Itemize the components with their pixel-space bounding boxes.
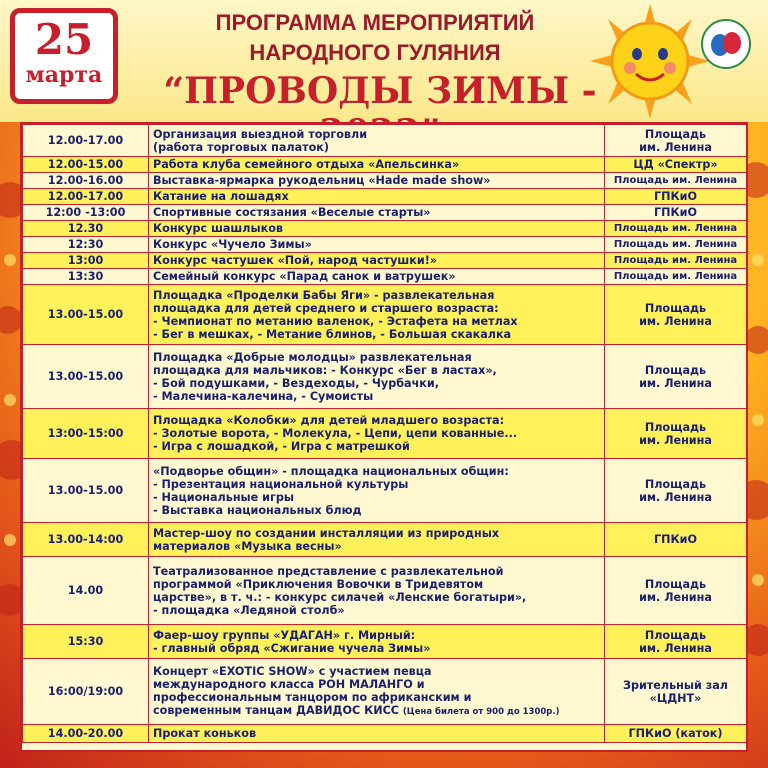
event-location [605, 173, 747, 189]
event-description-line: Конкурс «Чучело Зимы» [153, 238, 312, 251]
event-location [605, 725, 747, 743]
table-row [23, 725, 747, 743]
event-location-line: ГПКиО (каток) [628, 727, 723, 740]
table-row [23, 173, 747, 189]
event-description [149, 285, 605, 345]
event-location-line: им. Ленина [639, 376, 712, 390]
event-description-line: Выставка-ярмарка рукодельниц «Hade made show» [153, 174, 491, 187]
event-location [605, 409, 747, 459]
event-time: 13:00 [23, 253, 149, 269]
event-time: 12.00-17.00 [23, 189, 149, 205]
event-description-line: Конкурс частушек «Пой, народ частушки!» [153, 254, 438, 267]
event-description-line: профессиональным танцором по африканским и [153, 690, 472, 704]
event-location [605, 659, 747, 725]
table-row [23, 409, 747, 459]
event-description-line: материалов «Музыка весны» [153, 539, 342, 553]
event-description-line: программой «Приключения Вовочки в Тридевятом [153, 577, 484, 591]
event-location [605, 237, 747, 253]
event-time: 15:30 [23, 625, 149, 659]
title-line1: ПРОГРАММА МЕРОПРИЯТИЙ [215, 10, 535, 35]
date-badge [10, 8, 118, 104]
event-location [605, 625, 747, 659]
event-description [149, 157, 605, 173]
event-time: 13.00-15.00 [23, 345, 149, 409]
event-description-line: Концерт «EXOTIC SHOW» с участием певца [153, 664, 432, 678]
header [0, 0, 768, 122]
event-time: 12.30 [23, 221, 149, 237]
event-description-line: Конкурс шашлыков [153, 222, 283, 235]
event-location [605, 157, 747, 173]
event-location [605, 557, 747, 625]
event-location-line: им. Ленина [639, 490, 712, 504]
event-location-line: Площадь [644, 363, 707, 377]
event-description-line: - Бой подушками, - Вездеходы, - Чурбачки, [153, 376, 439, 390]
event-location-line: Площадь им. Ленина [613, 175, 738, 186]
event-description [149, 253, 605, 269]
schedule-table [20, 122, 748, 752]
event-location-line: Площадь [644, 420, 707, 434]
event-location [605, 205, 747, 221]
table-row [23, 285, 747, 345]
event-location [605, 285, 747, 345]
event-description-line: - Чемпионат по метанию валенок, - Эстафета на метлах [153, 314, 518, 328]
event-description [149, 725, 605, 743]
event-time: 13.00-14:00 [23, 523, 149, 557]
event-location-line: им. Ленина [639, 140, 712, 154]
event-description-line: «Подворье общин» - площадка национальных общин: [153, 464, 509, 478]
event-time: 14.00 [23, 557, 149, 625]
event-description-line: Площадка «Колобки» для детей младшего возраста: [153, 414, 505, 427]
event-description-line: - площадка «Ледяной столб» [153, 603, 345, 617]
table-row [23, 659, 747, 725]
event-location-line: ГПКиО [654, 533, 697, 546]
date-day: 25 [34, 15, 94, 64]
event-description-line: - Игра с лошадкой, - Игра с матрешкой [153, 440, 410, 453]
event-location-line: Площадь [644, 577, 707, 591]
event-description-line: - Бег в мешках, - Метание блинов, - Большая скакалка [153, 327, 512, 341]
date-month: марта [25, 62, 103, 88]
event-description-line: - Малечина-калечина, - Сумоисты [153, 389, 374, 403]
event-time: 12.00-17.00 [23, 125, 149, 157]
event-description [149, 345, 605, 409]
event-description-line: Площадка «Добрые молодцы» развлекательная [153, 350, 472, 364]
event-description-line: площадка для мальчиков: - Конкурс «Бег в ластах», [153, 363, 497, 377]
event-location [605, 269, 747, 285]
event-description-line: Фаер-шоу группы «УДАГАН» г. Мирный: [153, 628, 416, 642]
event-description-line: Семейный конкурс «Парад санок и ватрушек» [153, 270, 456, 283]
event-location-line: Площадь им. Ленина [613, 223, 738, 234]
ticket-price: (Цена билета от 900 до 1300р.) [402, 706, 560, 717]
event-location-line: ЦД «Спектр» [633, 158, 718, 171]
event-description-line: (работа торговых палаток) [153, 140, 330, 154]
table-row [23, 237, 747, 253]
table-row [23, 557, 747, 625]
event-description [149, 221, 605, 237]
event-location-line: Площадь [644, 127, 707, 141]
title-line2: НАРОДНОГО ГУЛЯНИЯ [249, 40, 501, 65]
event-description-text: современным танцам ДАВИДОС КИСС [153, 703, 400, 717]
event-location [605, 253, 747, 269]
event-location-line: Зрительный зал [623, 678, 728, 692]
event-time: 13:00-15:00 [23, 409, 149, 459]
event-time: 14.00-20.00 [23, 725, 149, 743]
event-location-line: ГПКиО [654, 190, 697, 203]
event-description-line: Работа клуба семейного отдыха «Апельсинка» [153, 158, 460, 171]
event-location [605, 523, 747, 557]
event-location-line: им. Ленина [639, 433, 712, 447]
event-description-line: Площадка «Проделки Бабы Яги» - развлекательная [153, 288, 495, 302]
event-time: 16:00/19:00 [23, 659, 149, 725]
event-description-line: - главный обряд «Сжигание чучела Зимы» [153, 641, 431, 655]
event-time: 12.00-16.00 [23, 173, 149, 189]
event-description-line: Мастер-шоу по создании инсталляции из природных [153, 526, 500, 540]
event-location-line: Площадь им. Ленина [613, 271, 738, 282]
event-location [605, 459, 747, 523]
event-location [605, 125, 747, 157]
event-description [149, 409, 605, 459]
event-description-line: - Национальные игры [153, 490, 294, 504]
event-time: 13.00-15.00 [23, 459, 149, 523]
table-row [23, 189, 747, 205]
table-row [23, 459, 747, 523]
event-description-line [153, 704, 600, 719]
event-description [149, 189, 605, 205]
table-row [23, 221, 747, 237]
table-row [23, 125, 747, 157]
event-description [149, 557, 605, 625]
event-time: 12:30 [23, 237, 149, 253]
event-location [605, 221, 747, 237]
event-description [149, 205, 605, 221]
event-description [149, 173, 605, 189]
event-location-line: им. Ленина [639, 590, 712, 604]
event-description-line: - Презентация национальной культуры [153, 477, 409, 491]
table-row [23, 345, 747, 409]
event-location [605, 189, 747, 205]
event-location-line: Площадь [644, 628, 707, 642]
event-location-line: Площадь [644, 477, 707, 491]
event-location-line: им. Ленина [639, 314, 712, 328]
event-description-line: Театрализованное представление с развлекательной [153, 564, 504, 578]
event-description [149, 237, 605, 253]
table-row [23, 253, 747, 269]
table-row [23, 625, 747, 659]
event-description [149, 625, 605, 659]
event-description [149, 125, 605, 157]
event-description-line: международного класса РОН МАЛАНГО и [153, 677, 425, 691]
table-row [23, 523, 747, 557]
event-description [149, 459, 605, 523]
event-title: “ПРОВОДЫ ЗИМЫ - [163, 70, 597, 112]
table-row [23, 269, 747, 285]
event-description-line: царстве», в т. ч.: - конкурс силачей «Ленские богатыри», [153, 590, 527, 604]
event-location-line: Площадь им. Ленина [613, 255, 738, 266]
event-description-line: Прокат коньков [153, 727, 257, 740]
event-time: 12:00 -13:00 [23, 205, 149, 221]
event-description-line: Спортивные состязания «Веселые старты» [153, 206, 431, 219]
event-location-line: им. Ленина [639, 641, 712, 655]
event-description-line: - Выставка национальных блюд [153, 503, 362, 517]
event-description-line: Катание на лошадях [153, 190, 289, 203]
event-location-line: «ЦДНТ» [649, 691, 702, 705]
event-description [149, 269, 605, 285]
event-description [149, 659, 605, 725]
event-location-line: Площадь [644, 301, 707, 315]
event-description-line: Организация выездной торговли [153, 127, 368, 141]
event-location-line: Площадь им. Ленина [613, 239, 738, 250]
event-time: 13:30 [23, 269, 149, 285]
event-description-line: - Золотые ворота, - Молекула, - Цепи, цепи кованные... [153, 427, 518, 440]
event-time: 12.00-15.00 [23, 157, 149, 173]
event-location-line: ГПКиО [654, 206, 697, 219]
event-description [149, 523, 605, 557]
event-time: 13.00-15.00 [23, 285, 149, 345]
event-location [605, 345, 747, 409]
event-description-line: площадка для детей среднего и старшего возраста: [153, 301, 499, 315]
table-row [23, 205, 747, 221]
sun-icon [590, 4, 710, 119]
table-row [23, 157, 747, 173]
theatre-masks-logo-icon [700, 18, 752, 70]
